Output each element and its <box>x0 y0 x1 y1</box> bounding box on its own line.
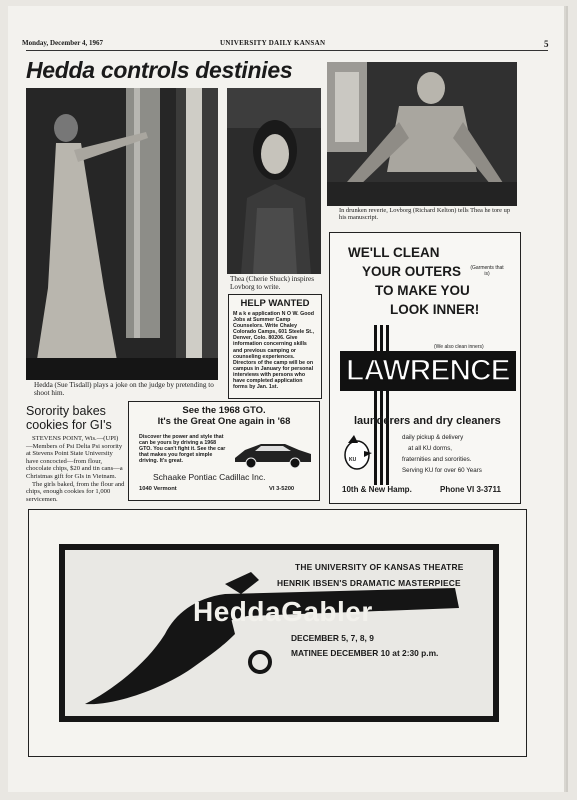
laundry-tagline: launderers and dry cleaners <box>354 415 501 427</box>
laundry-service-3: fraternities and sororities. <box>402 456 472 463</box>
gto-title: See the 1968 GTO. <box>182 405 266 416</box>
article-paragraph-1: STEVENS POINT, Wis.—(UPI) —Members of Psi Delta Psi sorority at Stevens Point State University have concocted—from flour, chocolate chips, $20 and tin cans—a Christmas gift for GIs in Vietnam. <box>26 435 123 480</box>
laundry-address: 10th & New Hamp. <box>342 485 412 494</box>
laundry-service-4: Serving KU for over 60 Years <box>402 467 482 474</box>
theatre-line-2: HENRIK IBSEN'S DRAMATIC MASTERPIECE <box>277 578 461 588</box>
caption-thea: Thea (Cherie Shuck) inspires Lovborg to write. <box>230 275 315 292</box>
laundry-line-3: TO MAKE YOU <box>375 283 470 298</box>
masthead-rule <box>26 50 548 51</box>
caption-lovborg: In drunken reverie, Lovborg (Richard Kelton) tells Thea he tore up his manuscript. <box>339 207 511 222</box>
photo-thea <box>227 88 321 274</box>
article-paragraph-2: The girls baked, from the flour and chips, enough cookies for 1,000 servicemen. <box>26 480 125 503</box>
help-wanted-body: M a k e application N O W. Good Jobs at Summer Camp Counselors. Write Chaley Colorado Camps, 601 Steele St., Denver, Colo. 80206. Give information concerning skills and previous camping or counseling experiences. Directors of the camp will be on campus in January for personal interviews with persons who have completed application forms by Jan. 1st. <box>233 311 314 391</box>
theatre-ad-panel <box>59 544 499 722</box>
gto-subtitle: It's the Great One again in '68 <box>157 416 291 427</box>
photo-hedda <box>26 88 218 380</box>
lawrence-laundry-ad <box>329 232 521 504</box>
gto-body: Discover the power and style that can be yours by driving a 1968 GTO. You can't fight it. See the car that makes you forget simple driving. It's great. <box>139 434 226 465</box>
laundry-services <box>402 432 514 476</box>
theatre-title: HeddaGabler <box>193 596 373 627</box>
theatre-matinee: MATINEE DECEMBER 10 at 2:30 p.m. <box>291 648 439 658</box>
gto-phone: VI 3-5200 <box>269 486 295 492</box>
article-headline: Sorority bakes cookies for GI's <box>26 404 112 432</box>
mascot-label: KU <box>349 457 357 463</box>
laundry-note-1: (Garments that is) <box>470 265 504 277</box>
car-illustration-icon <box>233 436 313 470</box>
theatre-dates: DECEMBER 5, 7, 8, 9 <box>291 633 374 643</box>
page-headline: Hedda controls destinies <box>26 57 293 83</box>
laundry-line-4: LOOK INNER! <box>390 302 480 317</box>
help-wanted-title: HELP WANTED <box>240 298 310 309</box>
newspaper-page <box>8 6 564 792</box>
hedda-gabler-theatre-ad <box>28 509 527 757</box>
laundry-line-2: YOUR OUTERS <box>362 264 462 279</box>
caption-hedda: Hedda (Sue Tisdall) plays a joke on the judge by pretending to shoot him. <box>34 381 214 398</box>
laundry-service-1: daily pickup & delivery <box>402 434 464 441</box>
paper-name: UNIVERSITY DAILY KANSAN <box>220 39 326 47</box>
issue-date: Monday, December 4, 1967 <box>22 39 103 47</box>
photo-lovborg <box>327 62 517 206</box>
gto-ad <box>128 401 320 501</box>
laundry-phone: Phone VI 3-3711 <box>440 485 501 494</box>
help-wanted-ad <box>228 294 322 399</box>
jayhawk-mascot-icon <box>342 433 372 473</box>
lawrence-logo: LAWRENCE <box>340 351 516 391</box>
gto-address: 1040 Vermont <box>139 486 177 492</box>
page-number: 5 <box>544 39 549 49</box>
laundry-line-1: WE'LL CLEAN <box>348 245 440 260</box>
decorative-bars <box>374 325 394 485</box>
article-body <box>26 435 126 503</box>
gto-dealer: Schaake Pontiac Cadillac Inc. <box>153 472 266 482</box>
laundry-note-2: (We also clean inners) <box>434 344 484 350</box>
laundry-service-2: at all KU dorms, <box>408 445 453 452</box>
theatre-line-1: THE UNIVERSITY OF KANSAS THEATRE <box>295 562 464 572</box>
